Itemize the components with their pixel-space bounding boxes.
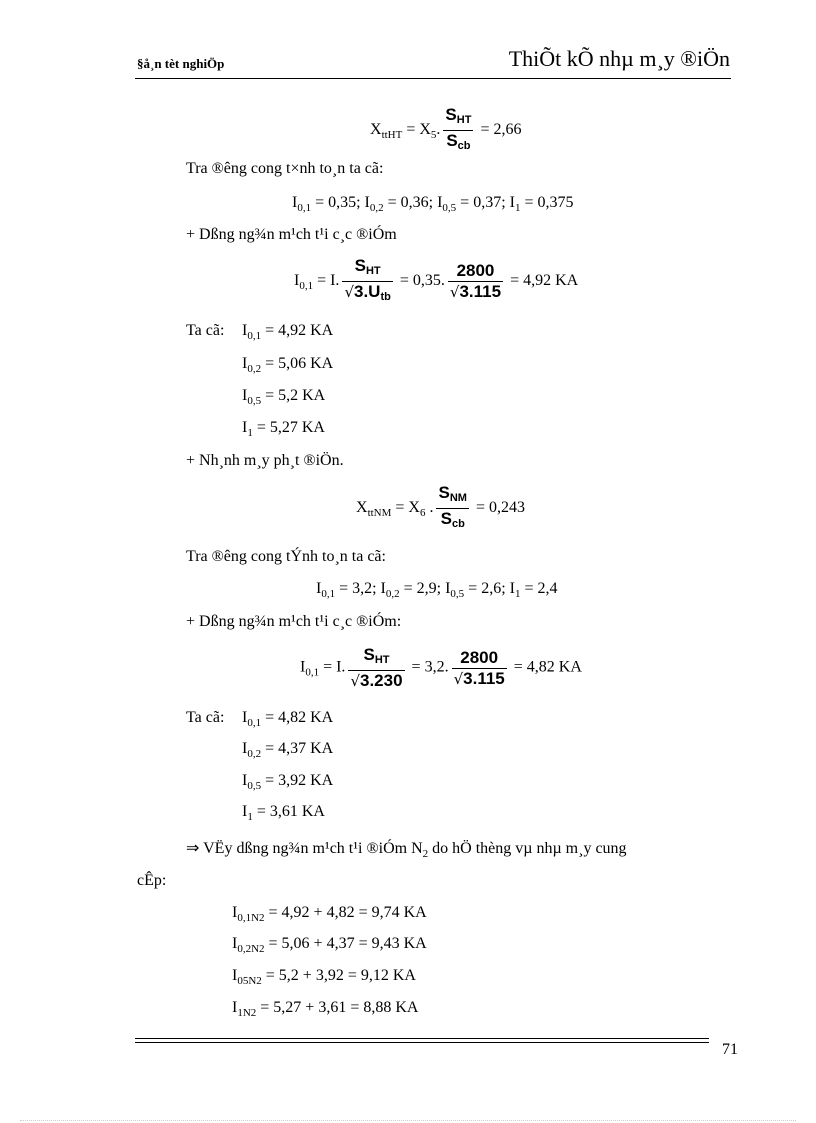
fraction: $\frac{\text{SHT}}{\text{Scb}}$	[443, 106, 473, 155]
text-tra-duong-cong-2: Tra ®êng cong tÝnh to¸n ta cã:	[186, 548, 386, 565]
total-row: $I_{1N2} = 5,27 + 3,61 = 8,88$ KA	[232, 999, 419, 1019]
total-row: $I_{0,2N2} = 5,06 + 4,37 = 9,43$ KA	[232, 935, 427, 955]
fraction: $\frac{2800}{√3.115}$	[449, 261, 502, 301]
equation-xtt-ht: $X_{ttHT} = X_5$. $\frac{\text{SHT}}{\text{Scb}}$ = 2,66	[370, 106, 521, 155]
header-rule	[135, 78, 731, 79]
conclusion-line: ⇒ VËy dßng ng¾n m¹ch t¹i ®iÓm $N_2$ do hÖ thèng vµ nhµ m¸y cung	[186, 840, 627, 860]
footer-rule-bottom	[135, 1042, 709, 1043]
total-row: $I_{0,1N2} = 4,92 + 4,82 = 9,74$ KA	[232, 904, 427, 924]
fraction: $\frac{\text{SHT}}{√3.230}$	[350, 645, 403, 690]
header-right-title: ThiÕt kÕ nhµ m¸y ®iÖn	[508, 46, 730, 71]
result-row: $I_1 = 5,27$ KA	[242, 419, 325, 439]
equation-i01-nm: $I_{0,1} = I$. $\frac{\text{SHT}}{√3.230}$ = 3,2. $\frac{2800}{√3.115}$ = 4,82 KA	[300, 645, 582, 690]
result-row: $I_{0,1} = 4,82$ KA	[242, 709, 334, 729]
result-row: $I_{0,2} = 4,37$ KA	[242, 740, 334, 760]
fraction: $\frac{2800}{√3.115}$	[453, 647, 505, 688]
result-row: $I_{0,5} = 5,2$ KA	[242, 387, 326, 407]
result-row: $I_{0,5} = 3,92$ KA	[242, 772, 334, 792]
page-number: 71	[722, 1041, 738, 1058]
equation-i01-ht: $I_{0,1} = I$. $\frac{\text{SHT}}{\text{√3.Utb}}$ = 0,35. $\frac{2800}{√3.115}$ = 4,92 KA	[294, 257, 578, 306]
fraction: $\frac{\text{SHT}}{\text{√3.Utb}}$	[342, 257, 392, 306]
equation-xtt-nm: $X_{ttNM} = X_6$ . $\frac{\text{SNM}}{\text{Scb}}$ = 0,243	[356, 484, 525, 533]
values-row-2: $I_{0,1} = 3,2$; $I_{0,2} = 2,9$; $I_{0,5} = 2,6$; $I_1 = 2,4$	[316, 580, 558, 600]
fraction: $\frac{\text{SNM}}{\text{Scb}}$	[436, 484, 468, 533]
text-dong-ngan-mach-2: + Dßng ng¾n m¹ch t¹i c¸c ®iÓm:	[186, 613, 402, 630]
result-row: $I_{0,1} = 4,92$ KA	[242, 322, 334, 342]
text-tra-duong-cong-1: Tra ®êng cong t×nh to¸n ta cã:	[186, 160, 384, 177]
values-row-1: $I_{0,1} = 0,35$; $I_{0,2} = 0,36$; $I_{0,5} = 0,37$; $I_1 = 0,375$	[292, 194, 574, 214]
page-bottom-border	[20, 1120, 796, 1121]
taco-label-1: Ta cã:	[186, 322, 225, 339]
conclusion-continuation: cÊp:	[137, 872, 167, 889]
text-dong-ngan-mach-1: + Dßng ng¾n m¹ch t¹i c¸c ®iÓm	[186, 226, 397, 243]
header-left-title: §å¸n tèt nghiÖp	[137, 56, 225, 71]
result-row: $I_1 = 3,61$ KA	[242, 803, 325, 823]
footer-rule-top	[135, 1038, 709, 1039]
result-row: $I_{0,2} = 5,06$ KA	[242, 355, 334, 375]
taco-label-2: Ta cã:	[186, 709, 225, 726]
total-row: $I_{05N2} = 5,2 + 3,92 = 9,12$ KA	[232, 967, 416, 987]
text-nhanh-may-phat: + Nh¸nh m¸y ph¸t ®iÖn.	[186, 452, 344, 469]
